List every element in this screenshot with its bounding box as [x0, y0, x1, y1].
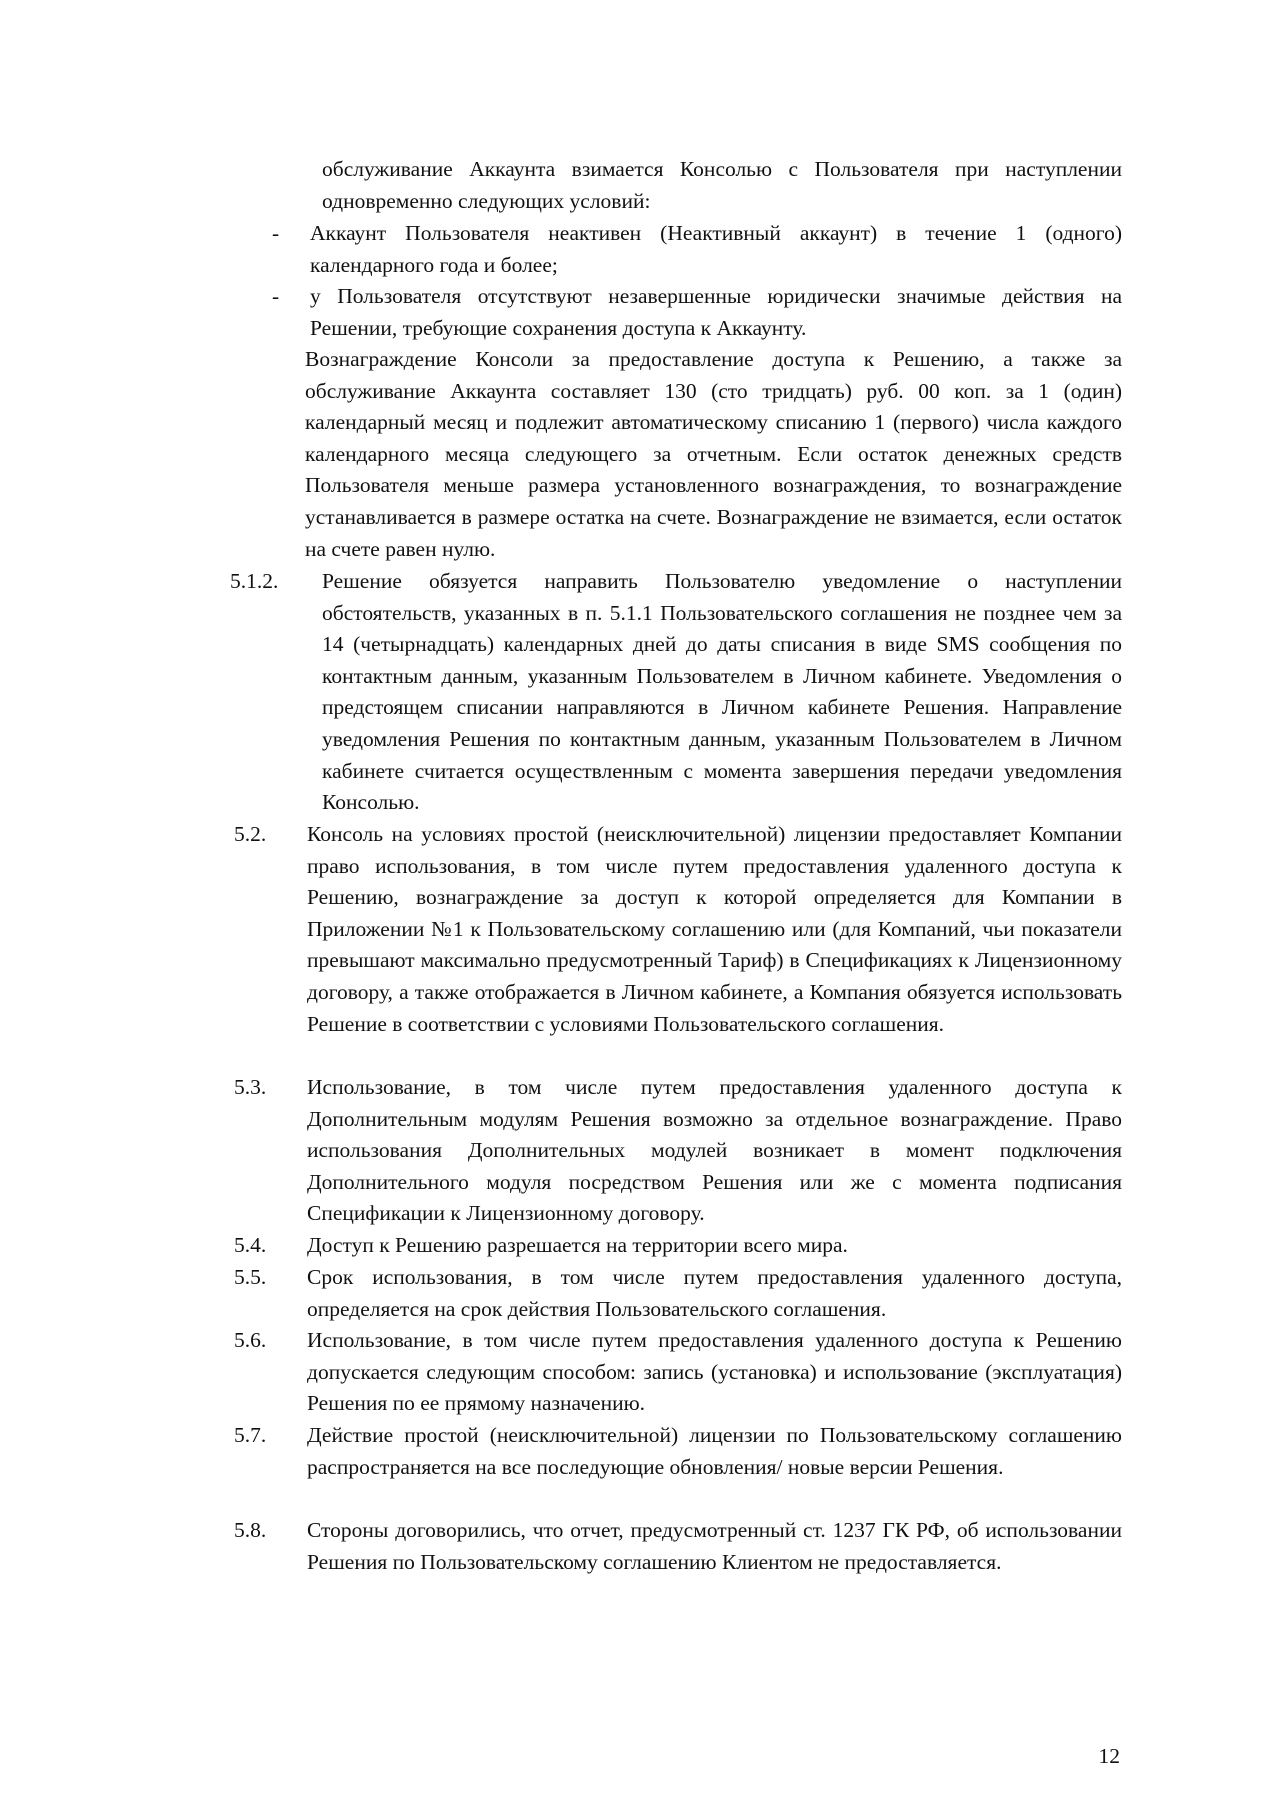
reward-paragraph: Вознаграждение Консоли за предоставление доступа к Решению, а также за обслуживание Аккаунта составляет 130 (сто тридцать) руб. 00 коп. за 1 (один) календарный месяц и подлежит автоматическому списанию 1 (первого) числа каждого календарного месяца следующего за отчетным. Если остаток денежных средств Пользователя меньше размера установленного вознаграждения, то вознаграждение устанавливается в размере остатка на счете. Вознаграждение не взимается, если остаток на счете равен нулю. [305, 347, 1122, 561]
clause-5-5-text: Срок использования, в том числе путем предоставления удаленного доступа, определяется на срок действия Пользовательского соглашения. [307, 1265, 1122, 1321]
condition-2-text: у Пользователя отсутствуют незавершенные юридически значимые действия на Решении, требующие сохранения доступа к Аккаунту. [310, 284, 1122, 340]
clause-5-3-text: Использование, в том числе путем предоставления удаленного доступа к Дополнительным модулям Решения возможно за отдельное вознаграждение. Право использования Дополнительных модулей возникает в момент подключения Дополнительного модуля посредством Решения или же с момента подписания Спецификации к Лицензионному договору. [307, 1075, 1122, 1226]
clause-number: 5.8. [234, 1518, 267, 1542]
clause-5-8-text: Стороны договорились, что отчет, предусмотренный ст. 1237 ГК РФ, об использовании Решения по Пользовательскому соглашению Клиентом не предоставляется. [307, 1518, 1122, 1574]
clause-number: 5.2. [234, 822, 267, 846]
clause-number: 5.1.2. [230, 569, 279, 593]
clause-5-4-text: Доступ к Решению разрешается на территории всего мира. [307, 1233, 848, 1257]
intro-paragraph: обслуживание Аккаунта взимается Консолью с Пользователя при наступлении одновременно следующих условий: [322, 157, 1122, 213]
clause-number: 5.4. [234, 1233, 267, 1257]
clause-number: 5.5. [234, 1265, 267, 1289]
clause-5-1-2-text: Решение обязуется направить Пользователю уведомление о наступлении обстоятельств, указанных в п. 5.1.1 Пользовательского соглашения не позднее чем за 14 (четырнадцать) календарных дней до даты списания в виде SMS сообщения по контактным данным, указанным Пользователем в Личном кабинете. Уведомления о предстоящем списании направляются в Личном кабинете Решения. Направление уведомления Решения по контактным данным, указанным Пользователем в Личном кабинете считается осуществленным с момента завершения передачи уведомления Консолью. [322, 569, 1122, 815]
condition-1-text: Аккаунт Пользователя неактивен (Неактивный аккаунт) в течение 1 (одного) календарного года и более; [310, 221, 1122, 277]
clause-number: 5.3. [234, 1075, 267, 1099]
condition-1-marker: - [272, 221, 280, 245]
clause-5-2-text: Консоль на условиях простой (неисключительной) лицензии предоставляет Компании право использования, в том числе путем предоставления удаленного доступа к Решению, вознаграждение за доступ к которой определяется для Компании в Приложении №1 к Пользовательскому соглашению или (для Компаний, чьи показатели превышают максимально предусмотренный Тариф) в Спецификациях к Лицензионному договору, а также отображается в Личном кабинете, а Компания обязуется использовать Решение в соответствии с условиями Пользовательского соглашения. [307, 822, 1122, 1036]
page-number: 12 [1098, 1744, 1120, 1768]
clause-number: 5.6. [234, 1328, 267, 1352]
clause-5-6-text: Использование, в том числе путем предоставления удаленного доступа к Решению допускается следующим способом: запись (установка) и использование (эксплуатация) Решения по ее прямому назначению. [307, 1328, 1122, 1416]
condition-2-marker: - [272, 284, 280, 308]
clause-5-7-text: Действие простой (неисключительной) лицензии по Пользовательскому соглашению распространяется на все последующие обновления/ новые версии Решения. [307, 1423, 1122, 1479]
clause-number: 5.7. [234, 1423, 267, 1447]
